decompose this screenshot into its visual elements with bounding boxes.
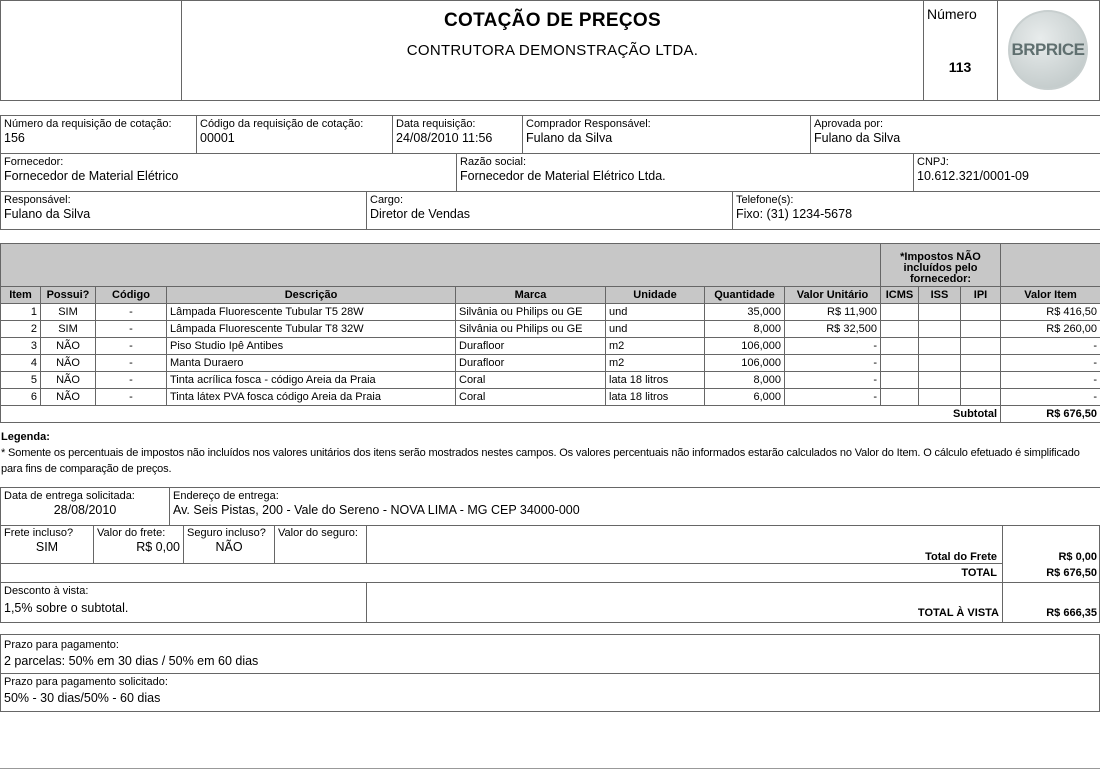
discount-label: Desconto à vista:: [4, 585, 89, 597]
item-cell-codigo: -: [96, 389, 167, 406]
page-bottom-rule: [0, 768, 1100, 769]
discount-field: [1, 583, 367, 622]
payment-term-field: [1, 635, 1100, 674]
item-cell-valor-unitario: R$ 11,900: [785, 304, 881, 321]
item-cell-valor-item: -: [1001, 372, 1100, 389]
item-cell-possui: SIM: [41, 321, 96, 338]
item-cell-quantidade: 8,000: [705, 372, 785, 389]
items-table: [0, 243, 1100, 423]
item-cell-iss: [919, 389, 961, 406]
item-cell-item: 2: [1, 321, 41, 338]
phone-field: [733, 192, 1100, 230]
delivery-address-field: [170, 488, 1100, 526]
item-cell-marca: Coral: [456, 389, 606, 406]
freight-section: [0, 525, 1100, 583]
company-name: CONTRUTORA DEMONSTRAÇÃO LTDA.: [406, 42, 699, 59]
delivery-address-value: Av. Seis Pistas, 200 - Vale do Sereno - NOVA LIMA - MG CEP 34000-000: [173, 503, 580, 517]
taxes-header: *Impostos NÃO incluídos pelo fornecedor:: [881, 244, 1001, 287]
requisition-date-field: [393, 116, 523, 154]
approved-by-value: Fulano da Silva: [814, 131, 901, 145]
supplier-value: Fornecedor de Material Elétrico: [4, 169, 179, 183]
header-blank-cell: [1, 1, 182, 100]
requisition-info-table: [0, 115, 1100, 154]
role-value: Diretor de Vendas: [370, 207, 471, 221]
delivery-table: [0, 487, 1100, 526]
items-header-spacer: [1, 244, 881, 287]
payment-term-value: 2 parcelas: 50% em 30 dias / 50% em 60 dias: [4, 654, 259, 668]
col-header-unidade: Unidade: [606, 287, 705, 304]
item-cell-valor-unitario: -: [785, 372, 881, 389]
item-cell-valor-unitario: -: [785, 355, 881, 372]
company-name-value: Fornecedor de Material Elétrico Ltda.: [460, 169, 666, 183]
item-cell-possui: NÃO: [41, 372, 96, 389]
item-row: [1, 304, 1100, 321]
item-cell-ipi: [961, 304, 1001, 321]
item-cell-valor-item: -: [1001, 355, 1100, 372]
item-cell-codigo: -: [96, 321, 167, 338]
item-cell-possui: NÃO: [41, 389, 96, 406]
col-header-marca: Marca: [456, 287, 606, 304]
item-cell-iss: [919, 338, 961, 355]
delivery-date-field: [1, 488, 170, 526]
item-cell-icms: [881, 321, 919, 338]
legend-title: Legenda:: [1, 431, 50, 443]
item-cell-descricao: Tinta acrílica fosca - código Areia da Praia: [167, 372, 456, 389]
item-cell-iss: [919, 321, 961, 338]
freight-included-value: SIM: [35, 540, 59, 554]
item-cell-marca: Silvânia ou Philips ou GE: [456, 304, 606, 321]
insurance-included-value: NÃO: [215, 540, 243, 554]
requisition-date-label: Data requisição:: [396, 118, 476, 130]
item-cell-marca: Durafloor: [456, 338, 606, 355]
item-cell-icms: [881, 304, 919, 321]
item-cell-ipi: [961, 372, 1001, 389]
item-cell-ipi: [961, 389, 1001, 406]
insurance-value-label: Valor do seguro:: [278, 527, 358, 539]
item-cell-ipi: [961, 338, 1001, 355]
item-cell-descricao: Lâmpada Fluorescente Tubular T5 28W: [167, 304, 456, 321]
col-header-icms: ICMS: [881, 287, 919, 304]
item-cell-quantidade: 106,000: [705, 338, 785, 355]
company-name-field: [457, 154, 914, 192]
number-label: Número: [927, 6, 977, 22]
item-cell-icms: [881, 389, 919, 406]
payment-term-label: Prazo para pagamento:: [4, 639, 119, 651]
legend: [1, 429, 1097, 477]
role-label: Cargo:: [370, 194, 404, 206]
item-cell-descricao: Lâmpada Fluorescente Tubular T8 32W: [167, 321, 456, 338]
items-header-spacer-right: [1001, 244, 1100, 287]
approved-by-label: Aprovada por:: [814, 118, 884, 130]
item-cell-quantidade: 8,000: [705, 321, 785, 338]
requisition-number-label: Número da requisição de cotação:: [4, 118, 172, 130]
col-header-item: Item: [1, 287, 41, 304]
phone-label: Telefone(s):: [736, 194, 794, 206]
item-cell-quantidade: 106,000: [705, 355, 785, 372]
brprice-logo: [1008, 10, 1088, 90]
requested-payment-term-field: [1, 674, 1100, 712]
cash-total-value: R$ 666,35: [1046, 607, 1097, 619]
responsible-value: Fulano da Silva: [4, 207, 91, 221]
approved-by-field: [811, 116, 1100, 154]
discount-value: 1,5% sobre o subtotal.: [4, 601, 129, 615]
item-cell-codigo: -: [96, 338, 167, 355]
delivery-address-label: Endereço de entrega:: [173, 490, 279, 502]
cnpj-value: 10.612.321/0001-09: [917, 169, 1029, 183]
insurance-value-field: [275, 525, 367, 564]
col-header-iss: ISS: [919, 287, 961, 304]
delivery-date-value: 28/08/2010: [53, 503, 117, 517]
item-cell-marca: Silvânia ou Philips ou GE: [456, 321, 606, 338]
requested-payment-term-value: 50% - 30 dias/50% - 60 dias: [4, 691, 161, 705]
item-cell-unidade: und: [606, 321, 705, 338]
subtotal-value: R$ 676,50: [1001, 406, 1100, 423]
insurance-included-field: [184, 525, 275, 564]
item-cell-unidade: lata 18 litros: [606, 389, 705, 406]
item-cell-marca: Durafloor: [456, 355, 606, 372]
item-row: [1, 338, 1100, 355]
item-cell-unidade: und: [606, 304, 705, 321]
col-header-descricao: Descrição: [167, 287, 456, 304]
requisition-code-label: Código da requisição de cotação:: [200, 118, 364, 130]
item-cell-ipi: [961, 321, 1001, 338]
header-title-cell: [182, 1, 924, 100]
role-field: [367, 192, 733, 230]
freight-value-label: Valor do frete:: [97, 527, 166, 539]
total-freight-label: Total do Frete: [925, 551, 997, 563]
payment-table: [0, 634, 1100, 712]
item-cell-valor-item: -: [1001, 389, 1100, 406]
item-cell-ipi: [961, 355, 1001, 372]
contact-info-table: [0, 191, 1100, 230]
item-cell-icms: [881, 372, 919, 389]
item-cell-unidade: lata 18 litros: [606, 372, 705, 389]
buyer-field: [523, 116, 811, 154]
item-cell-icms: [881, 338, 919, 355]
item-cell-item: 6: [1, 389, 41, 406]
item-cell-descricao: Tinta látex PVA fosca código Areia da Praia: [167, 389, 456, 406]
item-cell-valor-unitario: R$ 32,500: [785, 321, 881, 338]
item-cell-item: 5: [1, 372, 41, 389]
document-header: [0, 0, 1100, 101]
item-cell-unidade: m2: [606, 355, 705, 372]
supplier-info-table: [0, 153, 1100, 192]
header-number-cell: [924, 1, 998, 100]
item-cell-codigo: -: [96, 372, 167, 389]
cnpj-field: [914, 154, 1100, 192]
item-cell-item: 4: [1, 355, 41, 372]
item-cell-icms: [881, 355, 919, 372]
requisition-number-value: 156: [4, 131, 25, 145]
discount-section: [0, 582, 1100, 623]
subtotal-label: Subtotal: [1, 406, 1001, 423]
supplier-label: Fornecedor:: [4, 156, 64, 168]
document-title: COTAÇÃO DE PREÇOS: [444, 10, 661, 31]
item-row: [1, 389, 1100, 406]
item-cell-valor-item: R$ 416,50: [1001, 304, 1100, 321]
phone-value: Fixo: (31) 1234-5678: [736, 207, 853, 221]
item-row: [1, 355, 1100, 372]
cash-total-label: TOTAL À VISTA: [917, 607, 999, 619]
total-value: R$ 676,50: [1046, 567, 1097, 579]
col-header-valor-item: Valor Item: [1001, 287, 1100, 304]
item-cell-quantidade: 6,000: [705, 389, 785, 406]
freight-value-field: [94, 525, 184, 564]
requisition-date-value: 24/08/2010 11:56: [396, 131, 493, 145]
item-cell-unidade: m2: [606, 338, 705, 355]
buyer-label: Comprador Responsável:: [526, 118, 651, 130]
col-header-possui: Possui?: [41, 287, 96, 304]
item-cell-quantidade: 35,000: [705, 304, 785, 321]
item-cell-iss: [919, 355, 961, 372]
responsible-field: [1, 192, 367, 230]
item-cell-valor-unitario: -: [785, 338, 881, 355]
item-cell-descricao: Piso Studio Ipê Antibes: [167, 338, 456, 355]
item-cell-descricao: Manta Duraero: [167, 355, 456, 372]
items-body: [1, 304, 1100, 406]
requisition-code-field: [197, 116, 393, 154]
item-cell-item: 1: [1, 304, 41, 321]
requested-payment-term-label: Prazo para pagamento solicitado:: [4, 676, 168, 688]
item-cell-iss: [919, 304, 961, 321]
item-cell-possui: NÃO: [41, 338, 96, 355]
item-cell-marca: Coral: [456, 372, 606, 389]
responsible-label: Responsável:: [4, 194, 71, 206]
col-header-codigo: Código: [96, 287, 167, 304]
supplier-field: [1, 154, 457, 192]
freight-value-value: R$ 0,00: [136, 540, 180, 554]
freight-included-field: [1, 525, 94, 564]
total-label: TOTAL: [961, 567, 997, 579]
company-name-label: Razão social:: [460, 156, 527, 168]
logo-text: BRPRICE: [1011, 40, 1085, 59]
item-row: [1, 321, 1100, 338]
number-value: 113: [948, 59, 972, 75]
item-cell-codigo: -: [96, 304, 167, 321]
col-header-valor-unitario: Valor Unitário: [785, 287, 881, 304]
requisition-number-field: [1, 116, 197, 154]
item-cell-codigo: -: [96, 355, 167, 372]
item-cell-possui: SIM: [41, 304, 96, 321]
cnpj-label: CNPJ:: [917, 156, 949, 168]
header-logo-cell: [998, 1, 1099, 100]
item-cell-iss: [919, 372, 961, 389]
delivery-date-label: Data de entrega solicitada:: [4, 490, 135, 502]
item-cell-possui: NÃO: [41, 355, 96, 372]
col-header-quantidade: Quantidade: [705, 287, 785, 304]
col-header-ipi: IPI: [961, 287, 1001, 304]
requisition-code-value: 00001: [200, 131, 235, 145]
item-row: [1, 372, 1100, 389]
item-cell-valor-item: R$ 260,00: [1001, 321, 1100, 338]
freight-included-label: Frete incluso?: [4, 527, 74, 539]
item-cell-item: 3: [1, 338, 41, 355]
buyer-value: Fulano da Silva: [526, 131, 613, 145]
insurance-included-label: Seguro incluso?: [187, 527, 266, 539]
total-freight-value: R$ 0,00: [1058, 551, 1097, 563]
legend-text: * Somente os percentuais de impostos não incluídos nos valores unitários dos itens serão mostrados nestes campos. Os valores percentuais não informados estarão calculados no Valor do Item. O cálculo efetuado é simplificado para fins de comparação de preços.: [1, 447, 1080, 475]
item-cell-valor-item: -: [1001, 338, 1100, 355]
item-cell-valor-unitario: -: [785, 389, 881, 406]
